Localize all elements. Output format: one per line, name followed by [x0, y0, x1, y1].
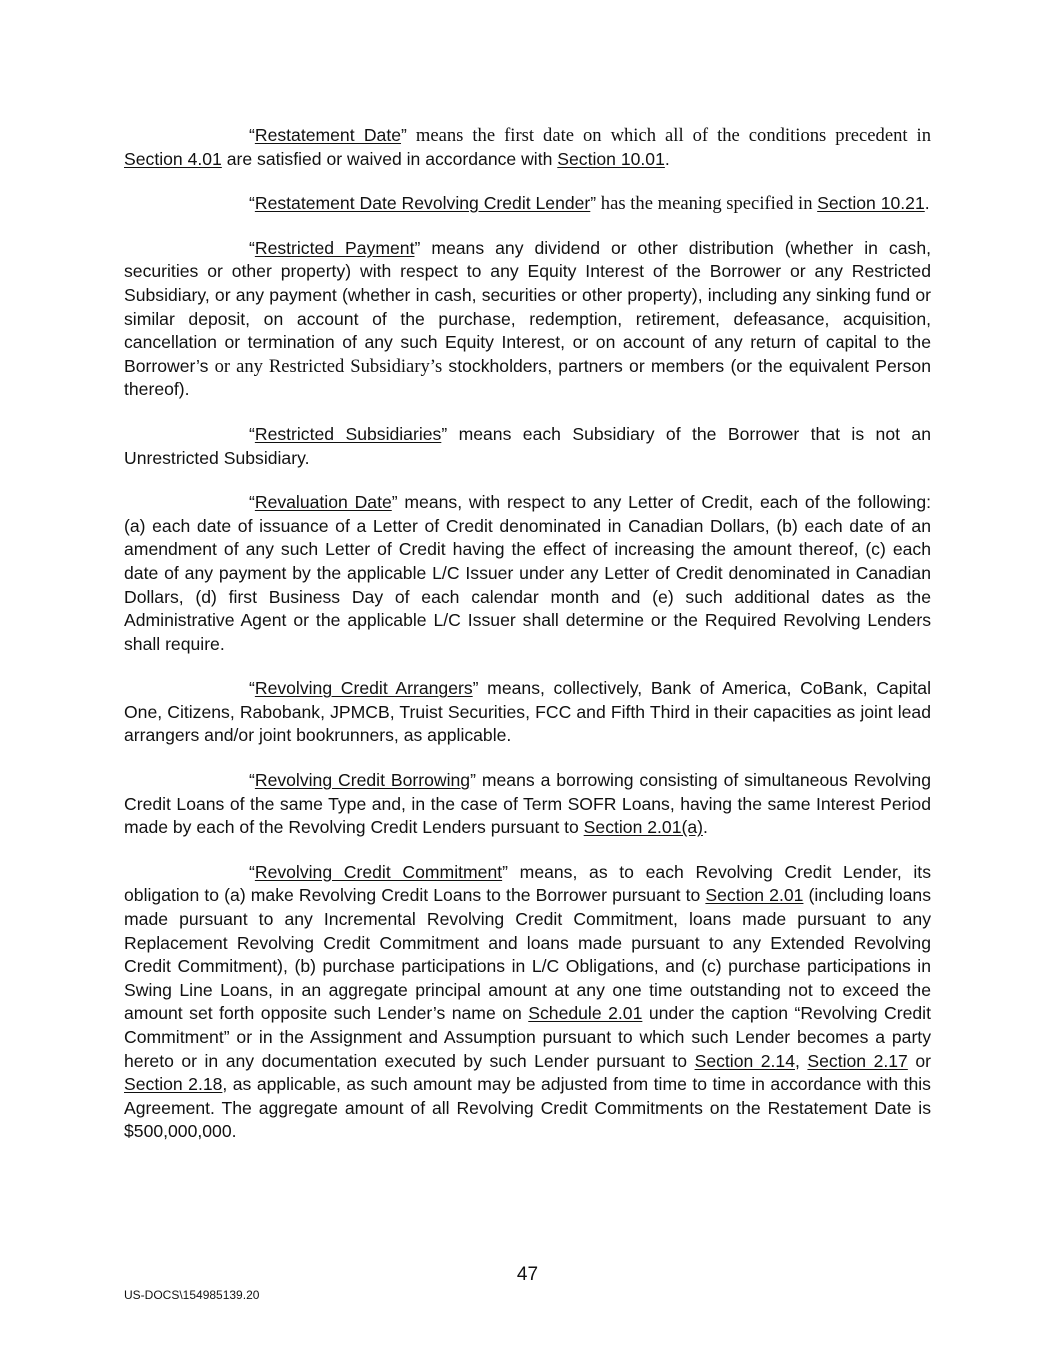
defined-term: Restricted Payment — [254, 237, 415, 258]
close-quote: ” — [414, 237, 421, 258]
section-reference: Section 4.01 — [124, 148, 222, 169]
definition-restricted-payment — [124, 237, 931, 402]
section-reference: Section 2.01(a) — [583, 817, 703, 838]
close-quote: ” — [470, 770, 476, 791]
definition-text: means the first date on which all of the conditions precedent in — [406, 125, 931, 146]
definition-revolving-credit-arrangers — [124, 677, 931, 748]
definition-text: , as applicable, as such amount may be adjusted from time to time in accordance with this Agreement. The aggregate amount of all Revolving Credit Commitments on the Restatement Date is $500,000,000. — [124, 1074, 931, 1142]
definition-text: means each Subsidiary of the Borrower that is not an Unrestricted Subsidiary. — [124, 423, 931, 468]
open-quote: “ — [249, 193, 255, 214]
definition-text: , — [795, 1050, 808, 1071]
section-reference: Section 2.17 — [807, 1050, 908, 1071]
defined-term: Revolving Credit Commitment — [254, 861, 503, 882]
page-number: 47 — [516, 1264, 539, 1285]
definition-restatement-date-revolving-credit-lender — [124, 192, 931, 216]
defined-term: Restatement Date — [254, 125, 402, 145]
definition-text: . — [924, 193, 930, 214]
open-quote: “ — [249, 125, 255, 145]
definition-text: has the meaning specified in — [596, 193, 818, 215]
close-quote: ” — [401, 125, 407, 145]
definition-text: are satisfied or waived in accordance with — [221, 148, 558, 169]
definition-text: stockholders, partners or members (or the equivalent Person thereof). — [124, 355, 931, 400]
defined-term: Revolving Credit Borrowing — [254, 770, 471, 791]
definition-text-inserted: or any Restricted Subsidiary’s — [214, 355, 443, 377]
section-reference: Section 2.01 — [705, 885, 804, 906]
section-reference: Section 2.18 — [124, 1074, 223, 1095]
definition-text: . — [703, 817, 708, 838]
close-quote: ” — [472, 678, 479, 699]
definition-revolving-credit-commitment — [124, 861, 931, 1144]
section-reference: Section 10.01 — [557, 148, 665, 169]
definition-restatement-date — [124, 124, 931, 171]
defined-term: Restricted Subsidiaries — [254, 423, 442, 444]
definition-restricted-subsidiaries — [124, 423, 931, 470]
section-reference: Section 2.14 — [694, 1050, 796, 1071]
definition-text: means a borrowing consisting of simultaneous Revolving Credit Loans of the same Type and, in the case of Term SOFR Loans, having the same Interest Period made by each of the Revolving Credit Lenders pursuant to — [124, 770, 931, 838]
definition-text: or — [907, 1050, 931, 1071]
schedule-reference: Schedule 2.01 — [528, 1003, 643, 1024]
close-quote: ” — [441, 423, 448, 444]
definition-revaluation-date — [124, 491, 931, 656]
definition-text: . — [664, 148, 670, 169]
open-quote: “ — [249, 861, 255, 882]
close-quote: ” — [391, 492, 398, 513]
open-quote: “ — [249, 678, 255, 699]
open-quote: “ — [249, 423, 255, 444]
defined-term: Restatement Date Revolving Credit Lender — [254, 193, 591, 214]
definition-text: means, collectively, Bank of America, CoBank, Capital One, Citizens, Rabobank, JPMCB, Truist Securities, FCC and Fifth Third in their capacities as joint lead arrangers and/or joint bookrunners, as applicable. — [124, 678, 931, 746]
definition-text: under the caption “Revolving Credit Commitment” or in the Assignment and Assumption pursuant to which such Lender becomes a party hereto or in any documentation executed by such Lender pursuant to — [124, 1003, 931, 1071]
definition-text: means, with respect to any Letter of Credit, each of the following: (a) each date of issuance of a Letter of Credit denominated in Canadian Dollars, (b) each date of an amendment of any such Letter of Credit having the effect of increasing the amount thereof, (c) each date of any payment by the applicable L/C Issuer under any Letter of Credit denominated in Canadian Dollars, (d) first Business Day of each calendar month and (e) such additional dates as the Administrative Agent or the applicable L/C Issuer shall determine or the Required Revolving Lenders shall require. — [124, 492, 931, 654]
definition-text: means any dividend or other distribution (whether in cash, securities or other property) with respect to any Equity Interest of the Borrower or any Restricted Subsidiary, or any payment (whether in cash, securities or other property), including any sinking fund or similar deposit, on account of the purchase, redemption, retirement, defeasance, acquisition, cancellation or termination of any such Equity Interest, or on account of any return of capital to the Borrower’s — [124, 237, 931, 376]
close-quote: ” — [590, 193, 597, 214]
open-quote: “ — [249, 237, 255, 258]
close-quote: ” — [502, 861, 508, 882]
open-quote: “ — [249, 492, 255, 513]
definition-text: means, as to each Revolving Credit Lender, its obligation to (a) make Revolving Credit Loans to the Borrower pursuant to — [124, 861, 931, 906]
open-quote: “ — [249, 770, 255, 791]
definition-text: (including loans made pursuant to any Incremental Revolving Credit Commitment, loans made pursuant to any Replacement Revolving Credit Commitment and loans made pursuant to any Extended Revolving Credit Commitment), (b) purchase participations in L/C Obligations, and (c) purchase participations in Swing Line Loans, in an aggregate principal amount at any one time outstanding not to exceed the amount set forth opposite such Lender’s name on — [124, 885, 931, 1024]
defined-term: Revolving Credit Arrangers — [254, 678, 473, 699]
section-reference: Section 10.21 — [817, 193, 925, 214]
document-body — [124, 124, 931, 1165]
defined-term: Revaluation Date — [254, 492, 392, 513]
document-id: US-DOCS\154985139.20 — [124, 1288, 260, 1302]
definition-revolving-credit-borrowing — [124, 769, 931, 840]
